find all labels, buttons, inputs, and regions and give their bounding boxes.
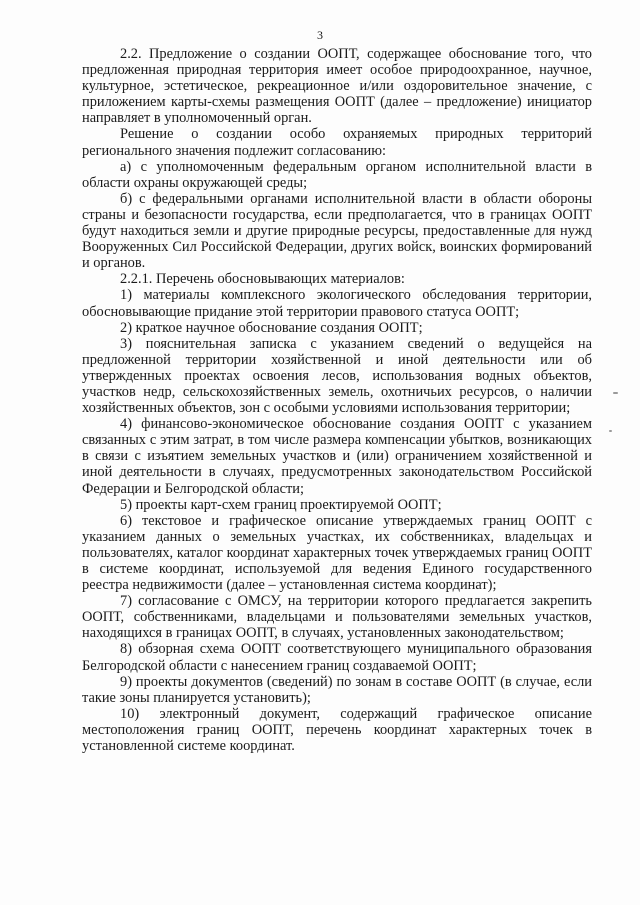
list-item-8: 8) обзорная схема ООПТ соответствующего муниципального образования Белгородской области с нанесением границ создаваемой ООПТ; — [82, 641, 592, 674]
paragraph-item-b: б) с федеральными органами исполнительной власти в области обороны страны и безопасности государства, если предполагается, что в границах ООПТ будут находиться земли и другие природные ресурсы, предоставленные для нужд Вооруженных Сил Российской Федерации, других войск, воинских формирований и органов. — [82, 190, 592, 272]
list-item-3: 3) пояснительная записка с указанием сведений о ведущейся на предложенной территории хозяйственной и иной деятельности или об утвержденных проектах освоения лесов, использования водных объектов, участков недр, сельскохозяйственных земель, охотничьих ресурсов, о наличии хозяйственных объектов, зон с особыми условиями использования территории; — [82, 335, 592, 417]
paragraph-approval-decision: Решение о создании особо охраняемых природных территорий регионального значения подлежит согласованию: — [82, 126, 592, 159]
scan-artifact — [609, 430, 612, 432]
scan-artifact — [613, 392, 618, 394]
list-item-4: 4) финансово-экономическое обоснование создания ООПТ с указанием связанных с этим затрат, в том числе размера компенсации убытков, возникающих в связи с изъятием земельных участков и (или) ограничением хозяйственной и иной деятельности в случаях, предусмотренных законодательством Российской Федерации и Белгородской области; — [82, 416, 592, 497]
paragraph-2-2: 2.2. Предложение о создании ООПТ, содержащее обоснование того, что предложенная природная территория имеет особое природоохранное, научное, культурное, эстетическое, рекреационное и/или оздоровительное значение, с приложением карты-схемы размещения ООПТ (далее – предложение) инициатор направляет в уполномоченный орган. — [82, 46, 592, 127]
list-item-10: 10) электронный документ, содержащий графическое описание местоположения границ ООПТ, перечень координат характерных точек в установленной системе координат. — [82, 705, 592, 755]
document-body — [82, 46, 592, 754]
list-item-1: 1) материалы комплексного экологического обследования территории, обосновывающие придание этой территории правового статуса ООПТ; — [82, 287, 592, 320]
list-item-5: 5) проекты карт-схем границ проектируемой ООПТ; — [120, 496, 442, 513]
list-item-9: 9) проекты документов (сведений) по зонам в составе ООПТ (в случае, если такие зоны планируется установить); — [82, 673, 592, 706]
list-item-7: 7) согласование с ОМСУ, на территории которого предлагается закрепить ООПТ, собственниками, владельцами и пользователями земельных участков, находящихся в границах ООПТ, в случаях, установленных законодательством; — [82, 593, 592, 642]
paragraph-item-a: а) с уполномоченным федеральным органом исполнительной власти в области охраны окружающей среды; — [82, 158, 592, 191]
page-number: 3 — [317, 28, 323, 42]
list-item-2: 2) краткое научное обоснование создания ООПТ; — [120, 319, 423, 336]
paragraph-2-2-1: 2.2.1. Перечень обосновывающих материалов: — [120, 271, 405, 288]
list-item-6: 6) текстовое и графическое описание утверждаемых границ ООПТ с указанием данных о земельных участках, их собственниках, владельцах и пользователях, каталог координат характерных точек утверждаемых границ ООПТ в системе координат, используемой для ведения Единого государственного реестра недвижимости (далее – установленная система координат); — [82, 512, 592, 594]
